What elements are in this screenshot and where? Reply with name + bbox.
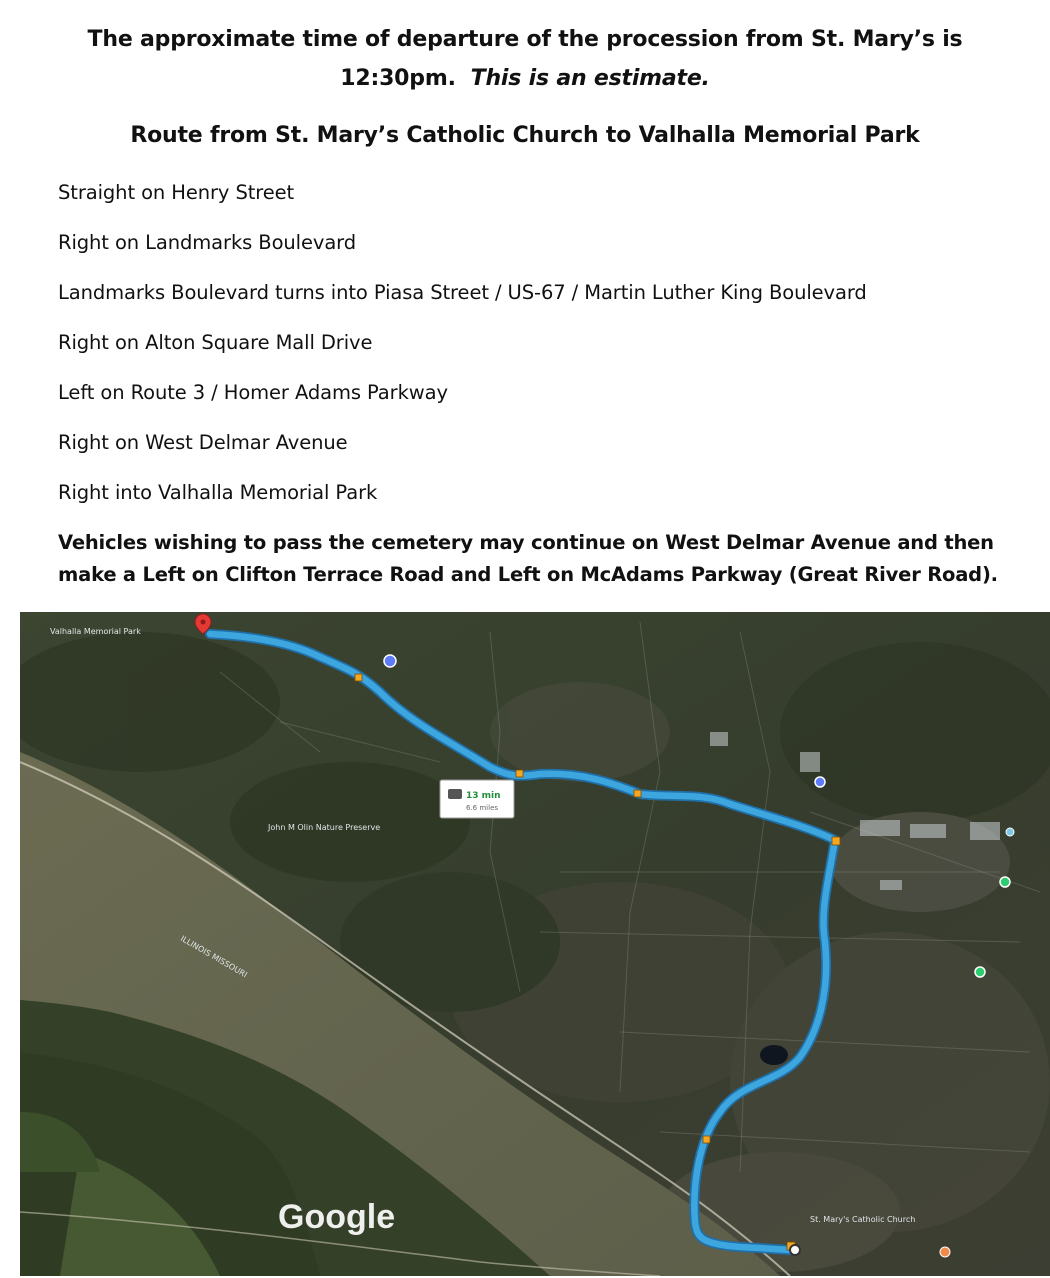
google-logo: Google bbox=[278, 1198, 396, 1236]
pond bbox=[760, 1045, 788, 1065]
preserve-label: John M Olin Nature Preserve bbox=[268, 823, 381, 832]
departure-sentence: The approximate time of departure of the procession from St. Mary’s is bbox=[87, 27, 963, 52]
estimate-note: This is an estimate. bbox=[470, 66, 710, 91]
note-line-2: make a Left on Clifton Terrace Road and Left on McAdams Parkway (Great River Road). bbox=[58, 563, 998, 586]
origin-label: St. Mary's Catholic Church bbox=[810, 1215, 916, 1224]
direction-step-4: Right on Alton Square Mall Drive bbox=[58, 331, 373, 354]
travel-time: 13 min bbox=[466, 791, 501, 801]
departure-time: 12:30pm. bbox=[340, 66, 456, 91]
direction-step-7: Right into Valhalla Memorial Park bbox=[58, 481, 378, 504]
pass-cemetery-note bbox=[58, 527, 1038, 591]
direction-step-1: Straight on Henry Street bbox=[58, 181, 295, 204]
destination-label: Valhalla Memorial Park bbox=[50, 627, 141, 636]
river-label: ILLINOIS MISSOURI bbox=[179, 933, 249, 980]
route-title: Route from St. Mary’s Catholic Church to Valhalla Memorial Park bbox=[130, 123, 920, 148]
note-line-1: Vehicles wishing to pass the cemetery may continue on West Delmar Avenue and then bbox=[58, 531, 994, 554]
travel-time-callout bbox=[440, 780, 514, 818]
direction-step-3: Landmarks Boulevard turns into Piasa Street / US-67 / Martin Luther King Boulevard bbox=[58, 281, 867, 304]
travel-distance: 6.6 miles bbox=[466, 804, 499, 812]
header-line-1 bbox=[0, 26, 1050, 54]
origin-marker-icon bbox=[790, 1245, 800, 1255]
direction-step-6: Right on West Delmar Avenue bbox=[58, 431, 348, 454]
direction-step-2: Right on Landmarks Boulevard bbox=[58, 231, 357, 254]
header-line-2 bbox=[0, 65, 1050, 93]
satellite-route-map[interactable] bbox=[20, 612, 1050, 1276]
direction-step-5: Left on Route 3 / Homer Adams Parkway bbox=[58, 381, 448, 404]
